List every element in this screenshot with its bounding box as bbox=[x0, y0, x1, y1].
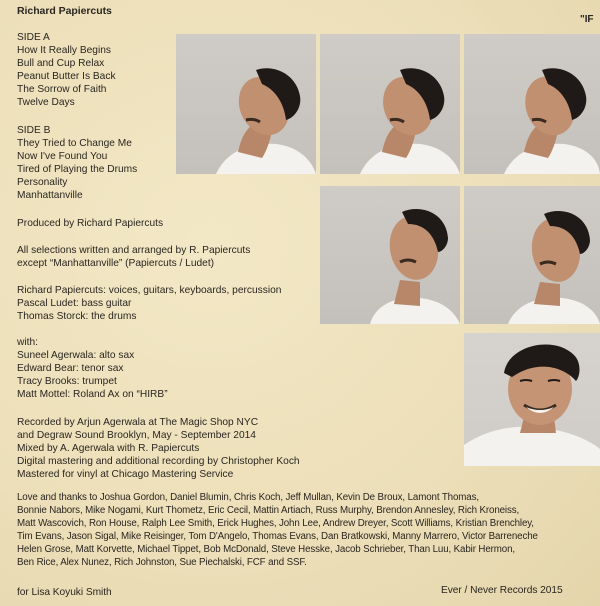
credit-line: Richard Papiercuts: voices, guitars, keyboards, percussion bbox=[17, 285, 282, 296]
producer-credit bbox=[17, 217, 163, 230]
thanks-line: Matt Wascovich, Ron House, Ralph Lee Smith, Erick Hughes, John Lee, Andrew Dreyer, Scott Williams, Kristian Brenchley, bbox=[17, 518, 534, 530]
portrait-smiling bbox=[464, 333, 600, 466]
portrait-photo-3 bbox=[464, 34, 600, 174]
credit-line: except “Manhattanville” (Papiercuts / Ludet) bbox=[17, 258, 215, 270]
thanks-line: Ben Rice, Alex Nunez, Rich Johnston, Sue Piechalski, FCF and SSF. bbox=[17, 557, 307, 569]
track-item: Bull and Cup Relax bbox=[17, 58, 105, 70]
credit-line: All selections written and arranged by R. Papiercuts bbox=[17, 245, 251, 256]
credit-line: with: bbox=[17, 337, 38, 348]
thanks-list bbox=[17, 491, 538, 570]
track-item: Now I've Found You bbox=[17, 151, 108, 163]
thanks-line: Love and thanks to Joshua Gordon, Daniel Blumin, Chris Koch, Jeff Mullan, Kevin De Broux, Lamont Thomas, bbox=[17, 492, 479, 503]
thanks-line: Helen Grose, Matt Korvette, Michael Tippet, Bob McDonald, Steve Hesske, Jacob Schrieber, Than Luu, Kabir Hermon, bbox=[17, 544, 515, 556]
thanks-line: Tim Evans, Jason Sigal, Mike Reisinger, Tom D'Angelo, Thomas Evans, Dan Bratkowski, Manny Marrero, Victor Barreneche bbox=[17, 531, 538, 543]
track-item: Tired of Playing the Drums bbox=[17, 164, 138, 176]
credit-line: Digital mastering and additional recording by Christopher Koch bbox=[17, 456, 300, 468]
portrait-head-tilted bbox=[320, 34, 460, 174]
credit-line: Recorded by Arjun Agerwala at The Magic Shop NYC bbox=[17, 417, 259, 428]
track-item: Manhattanville bbox=[17, 190, 83, 202]
portrait-head-tilted bbox=[176, 34, 316, 174]
band-credits bbox=[17, 284, 281, 323]
recording-credits bbox=[17, 416, 300, 481]
credit-line: Mastered for vinyl at Chicago Mastering Service bbox=[17, 469, 234, 481]
artist-name: Richard Papiercuts bbox=[17, 5, 112, 17]
credit-line: Edward Bear: tenor sax bbox=[17, 363, 124, 375]
credit-line: Pascal Ludet: bass guitar bbox=[17, 298, 132, 310]
producer-line: Produced by Richard Papiercuts bbox=[17, 218, 164, 229]
record-label: Ever / Never Records 2015 bbox=[441, 585, 563, 596]
track-item: How It Really Begins bbox=[17, 45, 111, 57]
songwriting-credit bbox=[17, 244, 250, 270]
track-item: Peanut Butter Is Back bbox=[17, 71, 116, 83]
portrait-head-tilted bbox=[464, 34, 600, 174]
portrait-photo-6-smiling bbox=[464, 333, 600, 466]
album-title-fragment: "IF bbox=[580, 14, 594, 25]
credit-line: Suneel Agerwala: alto sax bbox=[17, 350, 135, 362]
track-item: They Tried to Change Me bbox=[17, 138, 132, 150]
portrait-photo-2 bbox=[320, 34, 460, 174]
portrait-head-up bbox=[320, 186, 460, 324]
dedication: for Lisa Koyuki Smith bbox=[17, 587, 112, 598]
side-a-tracklist bbox=[17, 31, 116, 110]
track-item: The Sorrow of Faith bbox=[17, 84, 107, 96]
side-b-tracklist bbox=[17, 124, 137, 203]
credit-line: Matt Mottel: Roland Ax on “HIRB” bbox=[17, 389, 168, 401]
portrait-photo-4 bbox=[320, 186, 460, 324]
track-item: Personality bbox=[17, 177, 68, 189]
portrait-photo-5 bbox=[464, 186, 600, 324]
credit-line: Mixed by A. Agerwala with R. Papiercuts bbox=[17, 443, 200, 455]
side-b-label: SIDE B bbox=[17, 125, 51, 136]
side-a-label: SIDE A bbox=[17, 32, 50, 43]
guest-credits bbox=[17, 336, 168, 401]
credit-line: and Degraw Sound Brooklyn, May - September 2014 bbox=[17, 430, 256, 442]
credit-line: Thomas Storck: the drums bbox=[17, 311, 137, 323]
credit-line: Tracy Brooks: trumpet bbox=[17, 376, 117, 388]
portrait-photo-1 bbox=[176, 34, 316, 174]
thanks-line: Bonnie Nabors, Mike Nogami, Kurt Thometz, Eric Cecil, Mattin Artiach, Russ Murphy, Brendon Annesley, Rich Kroneiss, bbox=[17, 505, 520, 517]
track-item: Twelve Days bbox=[17, 97, 75, 109]
portrait-head-up bbox=[464, 186, 600, 324]
